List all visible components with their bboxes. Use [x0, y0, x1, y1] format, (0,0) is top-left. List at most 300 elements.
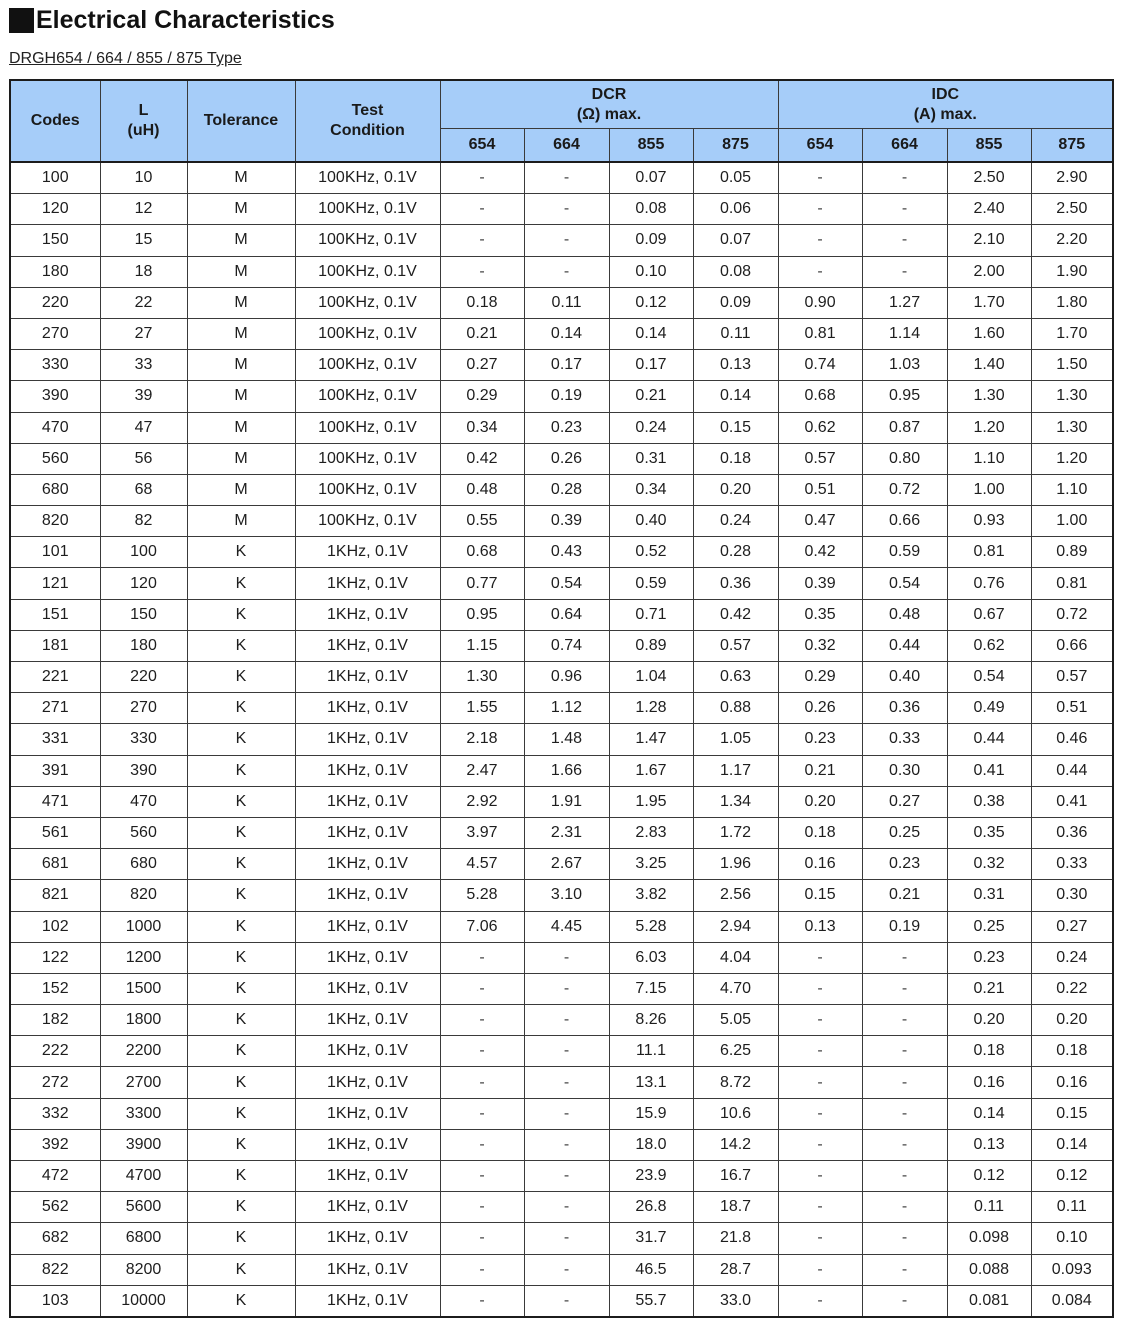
- table-row: [10, 1254, 1113, 1285]
- cell-idc-664: -: [862, 225, 947, 256]
- cell-idc-875: 0.57: [1031, 662, 1113, 693]
- cell-idc-664: -: [862, 1192, 947, 1223]
- table-row: [10, 1036, 1113, 1067]
- cell-dcr-664: -: [524, 1285, 609, 1317]
- cell-tolerance: M: [187, 162, 295, 194]
- page-title-row: [9, 4, 335, 36]
- cell-tolerance: K: [187, 662, 295, 693]
- cell-inductance: 27: [100, 318, 187, 349]
- header-idc-group: [778, 80, 1113, 129]
- cell-test-condition: 1KHz, 0.1V: [295, 1161, 440, 1192]
- cell-idc-654: 0.21: [778, 755, 862, 786]
- cell-idc-654: -: [778, 1223, 862, 1254]
- cell-dcr-875: 4.70: [693, 973, 778, 1004]
- cell-inductance: 82: [100, 506, 187, 537]
- cell-dcr-654: 2.92: [440, 786, 524, 817]
- cell-dcr-875: 0.06: [693, 194, 778, 225]
- cell-dcr-654: -: [440, 1129, 524, 1160]
- header-codes-label: Codes: [30, 112, 80, 129]
- cell-dcr-664: 0.23: [524, 412, 609, 443]
- cell-tolerance: K: [187, 1129, 295, 1160]
- cell-code: 390: [10, 381, 100, 412]
- cell-idc-654: 0.16: [778, 849, 862, 880]
- cell-test-condition: 1KHz, 0.1V: [295, 1223, 440, 1254]
- cell-dcr-664: -: [524, 1067, 609, 1098]
- cell-dcr-855: 0.12: [609, 287, 693, 318]
- cell-idc-654: -: [778, 162, 862, 194]
- cell-idc-875: 0.89: [1031, 537, 1113, 568]
- cell-inductance: 470: [100, 786, 187, 817]
- table-row: [10, 474, 1113, 505]
- cell-dcr-654: -: [440, 1005, 524, 1036]
- table-row: [10, 1223, 1113, 1254]
- cell-idc-875: 0.15: [1031, 1098, 1113, 1129]
- cell-idc-875: 2.90: [1031, 162, 1113, 194]
- cell-test-condition: 1KHz, 0.1V: [295, 630, 440, 661]
- cell-inductance: 22: [100, 287, 187, 318]
- cell-dcr-664: -: [524, 225, 609, 256]
- cell-tolerance: K: [187, 568, 295, 599]
- cell-dcr-855: 8.26: [609, 1005, 693, 1036]
- cell-tolerance: M: [187, 443, 295, 474]
- cell-idc-875: 0.10: [1031, 1223, 1113, 1254]
- cell-dcr-664: -: [524, 194, 609, 225]
- cell-idc-654: 0.29: [778, 662, 862, 693]
- cell-inductance: 820: [100, 880, 187, 911]
- cell-dcr-855: 3.82: [609, 880, 693, 911]
- cell-idc-875: 0.46: [1031, 724, 1113, 755]
- cell-dcr-875: 4.04: [693, 942, 778, 973]
- table-row: [10, 318, 1113, 349]
- table-row: [10, 287, 1113, 318]
- cell-tolerance: K: [187, 630, 295, 661]
- cell-code: 471: [10, 786, 100, 817]
- cell-dcr-654: -: [440, 1285, 524, 1317]
- table-row: [10, 194, 1113, 225]
- cell-dcr-875: 33.0: [693, 1285, 778, 1317]
- cell-tolerance: M: [187, 412, 295, 443]
- cell-tolerance: K: [187, 1161, 295, 1192]
- cell-idc-875: 0.44: [1031, 755, 1113, 786]
- cell-idc-664: -: [862, 194, 947, 225]
- cell-tolerance: K: [187, 880, 295, 911]
- cell-idc-654: 0.32: [778, 630, 862, 661]
- cell-dcr-664: -: [524, 162, 609, 194]
- cell-dcr-654: 0.55: [440, 506, 524, 537]
- cell-dcr-654: 2.47: [440, 755, 524, 786]
- cell-dcr-875: 0.13: [693, 350, 778, 381]
- cell-idc-855: 0.44: [947, 724, 1031, 755]
- table-row: [10, 880, 1113, 911]
- cell-idc-855: 0.67: [947, 599, 1031, 630]
- cell-inductance: 2200: [100, 1036, 187, 1067]
- cell-idc-875: 0.66: [1031, 630, 1113, 661]
- cell-dcr-654: 0.95: [440, 599, 524, 630]
- cell-code: 682: [10, 1223, 100, 1254]
- cell-dcr-855: 23.9: [609, 1161, 693, 1192]
- cell-tolerance: K: [187, 1098, 295, 1129]
- cell-dcr-654: -: [440, 1192, 524, 1223]
- cell-idc-654: -: [778, 973, 862, 1004]
- cell-test-condition: 1KHz, 0.1V: [295, 1129, 440, 1160]
- cell-tolerance: M: [187, 474, 295, 505]
- cell-dcr-664: 0.43: [524, 537, 609, 568]
- cell-code: 180: [10, 256, 100, 287]
- cell-test-condition: 100KHz, 0.1V: [295, 287, 440, 318]
- cell-idc-855: 0.38: [947, 786, 1031, 817]
- cell-dcr-664: 1.48: [524, 724, 609, 755]
- cell-dcr-875: 0.14: [693, 381, 778, 412]
- product-type-subtitle: DRGH654 / 664 / 855 / 875 Type: [9, 50, 242, 67]
- cell-test-condition: 1KHz, 0.1V: [295, 1192, 440, 1223]
- table-row: [10, 256, 1113, 287]
- cell-dcr-654: 0.77: [440, 568, 524, 599]
- cell-idc-664: 0.44: [862, 630, 947, 661]
- cell-dcr-855: 0.40: [609, 506, 693, 537]
- cell-code: 560: [10, 443, 100, 474]
- cell-dcr-654: -: [440, 1254, 524, 1285]
- cell-code: 331: [10, 724, 100, 755]
- cell-dcr-654: 0.48: [440, 474, 524, 505]
- cell-idc-654: 0.74: [778, 350, 862, 381]
- cell-idc-654: -: [778, 1254, 862, 1285]
- cell-code: 150: [10, 225, 100, 256]
- cell-idc-664: -: [862, 1098, 947, 1129]
- cell-test-condition: 100KHz, 0.1V: [295, 506, 440, 537]
- cell-code: 681: [10, 849, 100, 880]
- cell-idc-875: 0.30: [1031, 880, 1113, 911]
- cell-idc-654: 0.39: [778, 568, 862, 599]
- cell-idc-875: 0.093: [1031, 1254, 1113, 1285]
- cell-inductance: 15: [100, 225, 187, 256]
- header-idc-line1: IDC: [931, 85, 960, 103]
- cell-idc-875: 0.16: [1031, 1067, 1113, 1098]
- cell-dcr-855: 26.8: [609, 1192, 693, 1223]
- cell-inductance: 4700: [100, 1161, 187, 1192]
- table-row: [10, 1005, 1113, 1036]
- cell-dcr-664: 0.54: [524, 568, 609, 599]
- cell-code: 821: [10, 880, 100, 911]
- table-row: [10, 350, 1113, 381]
- cell-dcr-664: -: [524, 1129, 609, 1160]
- cell-idc-664: -: [862, 1036, 947, 1067]
- cell-idc-875: 1.30: [1031, 412, 1113, 443]
- cell-tolerance: K: [187, 755, 295, 786]
- cell-dcr-664: 0.19: [524, 381, 609, 412]
- cell-idc-875: 0.24: [1031, 942, 1113, 973]
- cell-dcr-855: 0.07: [609, 162, 693, 194]
- cell-idc-875: 2.20: [1031, 225, 1113, 256]
- cell-inductance: 220: [100, 662, 187, 693]
- table-row: [10, 911, 1113, 942]
- subheader-idc-855: 855: [947, 129, 1031, 163]
- header-inductance: [100, 80, 187, 162]
- table-row: [10, 537, 1113, 568]
- cell-dcr-875: 1.17: [693, 755, 778, 786]
- cell-inductance: 1000: [100, 911, 187, 942]
- cell-tolerance: K: [187, 973, 295, 1004]
- cell-inductance: 3300: [100, 1098, 187, 1129]
- cell-inductance: 1800: [100, 1005, 187, 1036]
- cell-inductance: 68: [100, 474, 187, 505]
- cell-test-condition: 1KHz, 0.1V: [295, 817, 440, 848]
- cell-tolerance: M: [187, 256, 295, 287]
- cell-tolerance: K: [187, 1285, 295, 1317]
- cell-idc-654: -: [778, 1161, 862, 1192]
- cell-idc-855: 0.12: [947, 1161, 1031, 1192]
- cell-dcr-875: 14.2: [693, 1129, 778, 1160]
- table-row: [10, 162, 1113, 194]
- cell-tolerance: K: [187, 911, 295, 942]
- cell-inductance: 390: [100, 755, 187, 786]
- cell-dcr-855: 0.24: [609, 412, 693, 443]
- cell-idc-855: 2.50: [947, 162, 1031, 194]
- cell-code: 332: [10, 1098, 100, 1129]
- cell-tolerance: K: [187, 537, 295, 568]
- cell-tolerance: K: [187, 817, 295, 848]
- cell-code: 822: [10, 1254, 100, 1285]
- table-row: [10, 817, 1113, 848]
- cell-dcr-664: -: [524, 1223, 609, 1254]
- cell-idc-664: 0.87: [862, 412, 947, 443]
- cell-idc-855: 0.62: [947, 630, 1031, 661]
- cell-dcr-855: 0.34: [609, 474, 693, 505]
- cell-dcr-664: 0.64: [524, 599, 609, 630]
- cell-dcr-855: 1.95: [609, 786, 693, 817]
- cell-idc-664: 0.36: [862, 693, 947, 724]
- cell-idc-855: 1.10: [947, 443, 1031, 474]
- cell-idc-875: 0.22: [1031, 973, 1113, 1004]
- cell-inductance: 680: [100, 849, 187, 880]
- cell-idc-855: 0.41: [947, 755, 1031, 786]
- cell-dcr-855: 1.04: [609, 662, 693, 693]
- cell-idc-664: 0.54: [862, 568, 947, 599]
- cell-idc-875: 1.80: [1031, 287, 1113, 318]
- cell-dcr-855: 3.25: [609, 849, 693, 880]
- cell-dcr-664: -: [524, 1161, 609, 1192]
- cell-tolerance: M: [187, 506, 295, 537]
- cell-idc-654: 0.62: [778, 412, 862, 443]
- cell-idc-664: -: [862, 973, 947, 1004]
- cell-idc-664: -: [862, 1129, 947, 1160]
- cell-dcr-855: 1.47: [609, 724, 693, 755]
- cell-idc-654: -: [778, 194, 862, 225]
- cell-test-condition: 1KHz, 0.1V: [295, 755, 440, 786]
- cell-dcr-855: 5.28: [609, 911, 693, 942]
- cell-tolerance: K: [187, 1067, 295, 1098]
- cell-idc-855: 2.00: [947, 256, 1031, 287]
- cell-tolerance: K: [187, 1192, 295, 1223]
- cell-idc-664: -: [862, 256, 947, 287]
- cell-idc-855: 0.54: [947, 662, 1031, 693]
- cell-idc-855: 0.16: [947, 1067, 1031, 1098]
- table-row: [10, 1161, 1113, 1192]
- cell-dcr-875: 2.94: [693, 911, 778, 942]
- cell-dcr-855: 1.28: [609, 693, 693, 724]
- cell-inductance: 10000: [100, 1285, 187, 1317]
- cell-idc-855: 1.70: [947, 287, 1031, 318]
- cell-idc-855: 1.40: [947, 350, 1031, 381]
- cell-dcr-654: 7.06: [440, 911, 524, 942]
- cell-dcr-654: -: [440, 1036, 524, 1067]
- table-row: [10, 662, 1113, 693]
- cell-test-condition: 1KHz, 0.1V: [295, 849, 440, 880]
- cell-dcr-654: -: [440, 973, 524, 1004]
- cell-dcr-875: 1.96: [693, 849, 778, 880]
- cell-dcr-855: 13.1: [609, 1067, 693, 1098]
- cell-code: 102: [10, 911, 100, 942]
- cell-tolerance: K: [187, 1254, 295, 1285]
- cell-tolerance: K: [187, 942, 295, 973]
- cell-dcr-664: 0.96: [524, 662, 609, 693]
- cell-test-condition: 100KHz, 0.1V: [295, 225, 440, 256]
- cell-idc-875: 0.41: [1031, 786, 1113, 817]
- cell-idc-855: 0.35: [947, 817, 1031, 848]
- cell-idc-855: 0.20: [947, 1005, 1031, 1036]
- cell-dcr-875: 0.11: [693, 318, 778, 349]
- header-codes: [10, 80, 100, 162]
- cell-idc-654: -: [778, 942, 862, 973]
- table-row: [10, 506, 1113, 537]
- header-dcr-group: [440, 80, 778, 129]
- cell-idc-654: 0.13: [778, 911, 862, 942]
- cell-test-condition: 100KHz, 0.1V: [295, 443, 440, 474]
- cell-idc-875: 0.12: [1031, 1161, 1113, 1192]
- cell-idc-664: -: [862, 1005, 947, 1036]
- cell-idc-664: 1.27: [862, 287, 947, 318]
- cell-test-condition: 1KHz, 0.1V: [295, 942, 440, 973]
- cell-idc-855: 0.81: [947, 537, 1031, 568]
- cell-dcr-875: 0.28: [693, 537, 778, 568]
- cell-idc-654: 0.51: [778, 474, 862, 505]
- table-row: [10, 942, 1113, 973]
- cell-idc-875: 0.81: [1031, 568, 1113, 599]
- cell-dcr-664: 0.28: [524, 474, 609, 505]
- cell-inductance: 39: [100, 381, 187, 412]
- cell-dcr-654: 0.42: [440, 443, 524, 474]
- cell-dcr-855: 0.17: [609, 350, 693, 381]
- cell-idc-855: 0.13: [947, 1129, 1031, 1160]
- cell-dcr-664: 0.74: [524, 630, 609, 661]
- cell-dcr-664: 1.12: [524, 693, 609, 724]
- cell-idc-664: 1.03: [862, 350, 947, 381]
- cell-test-condition: 100KHz, 0.1V: [295, 162, 440, 194]
- cell-idc-654: -: [778, 1285, 862, 1317]
- cell-idc-664: 0.80: [862, 443, 947, 474]
- subheader-dcr-875: 875: [693, 129, 778, 163]
- cell-idc-875: 0.18: [1031, 1036, 1113, 1067]
- cell-idc-654: -: [778, 1067, 862, 1098]
- cell-test-condition: 100KHz, 0.1V: [295, 412, 440, 443]
- cell-dcr-875: 1.72: [693, 817, 778, 848]
- cell-inductance: 6800: [100, 1223, 187, 1254]
- cell-idc-875: 0.20: [1031, 1005, 1113, 1036]
- cell-idc-855: 0.21: [947, 973, 1031, 1004]
- cell-dcr-855: 15.9: [609, 1098, 693, 1129]
- cell-idc-664: -: [862, 1254, 947, 1285]
- cell-dcr-855: 11.1: [609, 1036, 693, 1067]
- table-row: [10, 1129, 1113, 1160]
- cell-dcr-875: 0.42: [693, 599, 778, 630]
- table-row: [10, 755, 1113, 786]
- header-inductance-line2: (uH): [127, 122, 160, 139]
- cell-dcr-654: -: [440, 256, 524, 287]
- table-row: [10, 973, 1113, 1004]
- cell-code: 101: [10, 537, 100, 568]
- cell-idc-875: 0.11: [1031, 1192, 1113, 1223]
- cell-dcr-664: 0.11: [524, 287, 609, 318]
- cell-dcr-664: 0.26: [524, 443, 609, 474]
- cell-idc-664: 0.19: [862, 911, 947, 942]
- cell-dcr-875: 0.07: [693, 225, 778, 256]
- cell-dcr-664: -: [524, 1036, 609, 1067]
- cell-test-condition: 100KHz, 0.1V: [295, 350, 440, 381]
- cell-idc-664: 0.27: [862, 786, 947, 817]
- cell-dcr-875: 0.05: [693, 162, 778, 194]
- cell-code: 562: [10, 1192, 100, 1223]
- cell-dcr-664: 0.17: [524, 350, 609, 381]
- cell-dcr-654: 0.34: [440, 412, 524, 443]
- header-tolerance: [187, 80, 295, 162]
- cell-inductance: 18: [100, 256, 187, 287]
- cell-code: 561: [10, 817, 100, 848]
- cell-idc-855: 1.00: [947, 474, 1031, 505]
- cell-idc-855: 0.76: [947, 568, 1031, 599]
- cell-dcr-855: 0.09: [609, 225, 693, 256]
- cell-tolerance: K: [187, 693, 295, 724]
- cell-code: 680: [10, 474, 100, 505]
- cell-dcr-654: -: [440, 1067, 524, 1098]
- cell-idc-664: 0.21: [862, 880, 947, 911]
- cell-idc-875: 1.90: [1031, 256, 1113, 287]
- cell-dcr-654: 5.28: [440, 880, 524, 911]
- cell-tolerance: M: [187, 194, 295, 225]
- cell-idc-654: 0.81: [778, 318, 862, 349]
- cell-idc-654: 0.47: [778, 506, 862, 537]
- cell-dcr-654: 0.27: [440, 350, 524, 381]
- cell-dcr-654: 1.55: [440, 693, 524, 724]
- cell-idc-855: 1.30: [947, 381, 1031, 412]
- cell-inductance: 120: [100, 568, 187, 599]
- cell-tolerance: M: [187, 381, 295, 412]
- cell-dcr-855: 2.83: [609, 817, 693, 848]
- cell-code: 470: [10, 412, 100, 443]
- cell-dcr-855: 6.03: [609, 942, 693, 973]
- title-square-bullet: [9, 8, 34, 33]
- cell-dcr-875: 18.7: [693, 1192, 778, 1223]
- cell-idc-654: -: [778, 256, 862, 287]
- cell-idc-855: 0.32: [947, 849, 1031, 880]
- subheader-idc-664: 664: [862, 129, 947, 163]
- cell-dcr-664: 2.67: [524, 849, 609, 880]
- cell-dcr-654: 4.57: [440, 849, 524, 880]
- cell-idc-875: 1.10: [1031, 474, 1113, 505]
- cell-dcr-875: 28.7: [693, 1254, 778, 1285]
- cell-code: 120: [10, 194, 100, 225]
- cell-idc-654: 0.35: [778, 599, 862, 630]
- cell-idc-855: 0.93: [947, 506, 1031, 537]
- cell-tolerance: M: [187, 225, 295, 256]
- cell-test-condition: 1KHz, 0.1V: [295, 880, 440, 911]
- cell-dcr-654: 2.18: [440, 724, 524, 755]
- cell-test-condition: 1KHz, 0.1V: [295, 1036, 440, 1067]
- cell-dcr-875: 21.8: [693, 1223, 778, 1254]
- cell-idc-875: 0.72: [1031, 599, 1113, 630]
- cell-tolerance: M: [187, 318, 295, 349]
- cell-dcr-875: 0.20: [693, 474, 778, 505]
- cell-dcr-855: 0.14: [609, 318, 693, 349]
- cell-test-condition: 100KHz, 0.1V: [295, 194, 440, 225]
